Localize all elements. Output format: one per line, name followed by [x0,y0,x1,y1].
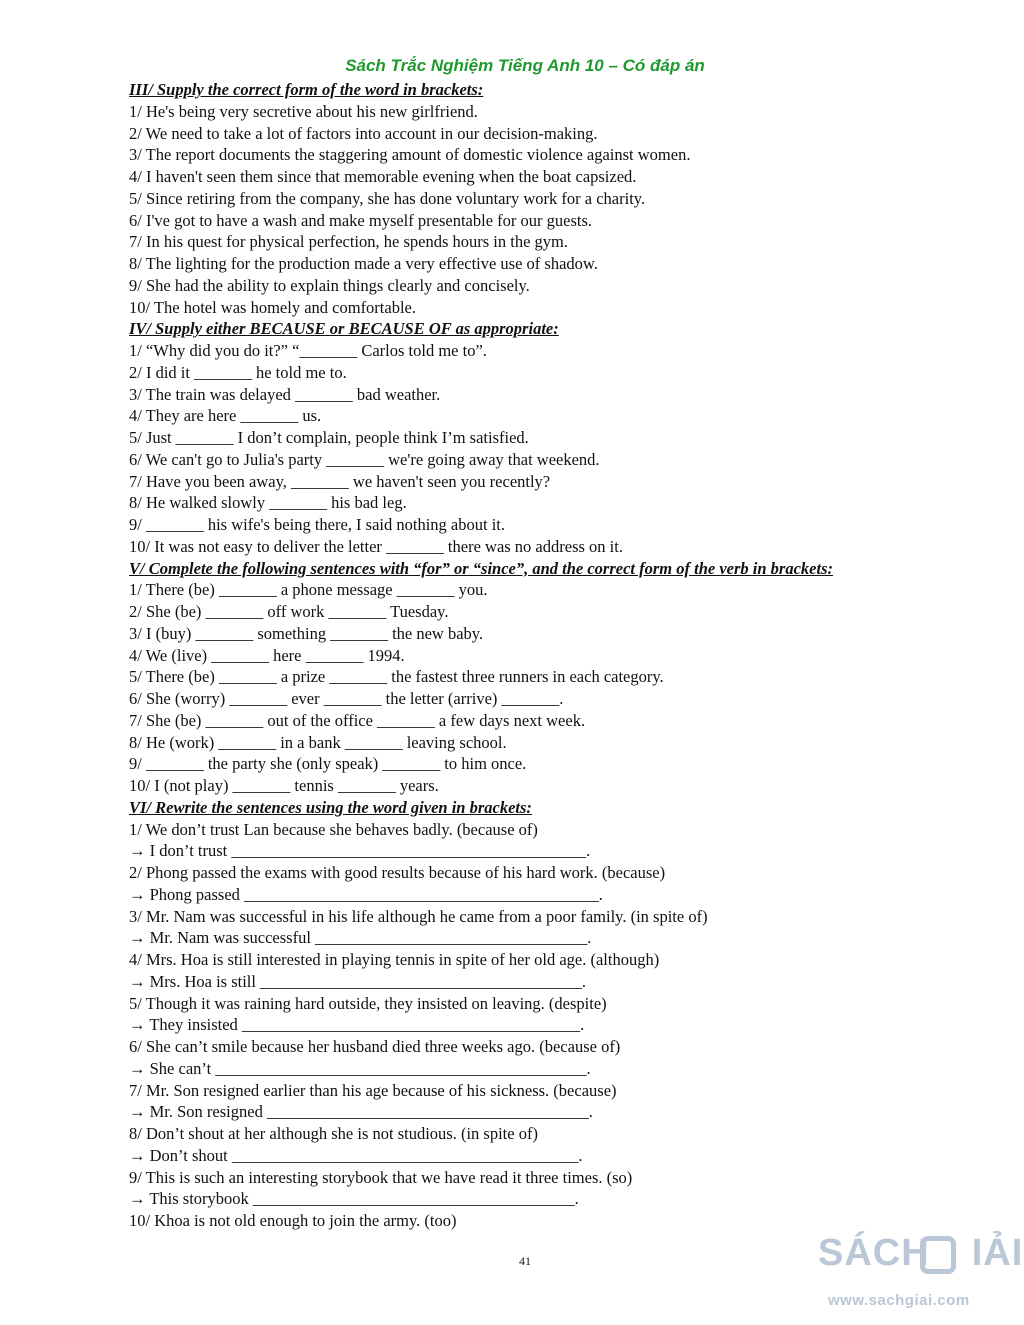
answer-line: → Mr. Son resigned _______________________________________. [129,1102,593,1122]
exercise-item: 7/ In his quest for physical perfection, he spends hours in the gym. [129,232,568,252]
exercise-item: 10/ Khoa is not old enough to join the army. (too) [129,1211,457,1230]
watermark-brand-right: IẢI [971,1232,1024,1274]
exercise-item: 1/ We don’t trust Lan because she behaves badly. (because of) [129,819,538,839]
exercise-item: 3/ The train was delayed _______ bad weather. [129,384,441,404]
exercise-item: 3/ The report documents the staggering amount of domestic violence against women. [129,145,691,165]
section3-list [129,101,924,319]
exercise-item: 3/ Mr. Nam was successful in his life although he came from a poor family. (in spite of) [129,906,708,926]
exercise-item: 7/ Have you been away, _______ we haven't seen you recently? [129,471,551,491]
exercise-item: 8/ Don’t shout at her although she is not studious. (in spite of) [129,1124,538,1143]
exercise-item: 4/ I haven't seen them since that memorable evening when the boat capsized. [129,167,637,186]
answer-line: → She can’t _____________________________________________. [129,1058,591,1078]
watermark-logo [818,1232,1024,1322]
worksheet-content [129,79,924,1232]
exercise-item: 5/ Just _______ I don’t complain, people think I’m satisfied. [129,428,529,447]
section4-list [129,340,924,558]
exercise-item: 5/ Though it was raining hard outside, they insisted on leaving. (despite) [129,993,607,1013]
exercise-item: 5/ Since retiring from the company, she has done voluntary work for a charity. [129,188,646,208]
exercise-item: 4/ Mrs. Hoa is still interested in playing tennis in spite of her old age. (although) [129,950,660,969]
section-heading: IV/ Supply either BECAUSE or BECAUSE OF as appropriate: [129,319,559,339]
section-heading: III/ Supply the correct form of the word in brackets: [129,80,484,99]
exercise-item: 8/ The lighting for the production made a very effective use of shadow. [129,254,598,273]
exercise-item: 6/ She (worry) _______ ever _______ the letter (arrive) _______. [129,689,564,708]
answer-line: → Mrs. Hoa is still _______________________________________. [129,971,586,991]
answer-line: → I don’t trust ___________________________________________. [129,841,591,861]
exercise-item: 4/ We (live) _______ here _______ 1994. [129,645,405,665]
exercise-item: 2/ She (be) _______ off work _______ Tuesday. [129,602,449,621]
page-title: Sách Trắc Nghiệm Tiếng Anh 10 – Có đáp án [345,56,705,75]
answer-line: → Don’t shout __________________________________________. [129,1145,583,1165]
exercise-item: 6/ She can’t smile because her husband died three weeks ago. (because of) [129,1037,621,1056]
exercise-item: 1/ He's being very secretive about his new girlfriend. [129,101,478,121]
exercise-item: 6/ I've got to have a wash and make myself presentable for our guests. [129,210,592,230]
exercise-item: 1/ There (be) _______ a phone message _______ you. [129,580,488,600]
exercise-item: 2/ I did it _______ he told me to. [129,362,347,382]
exercise-item: 9/ _______ the party she (only speak) _______ to him once. [129,754,527,774]
section-heading-block [129,558,924,580]
exercise-item: 9/ She had the ability to explain things clearly and concisely. [129,275,530,295]
section5-list [129,579,924,797]
exercise-item: 10/ It was not easy to deliver the letter _______ there was no address on it. [129,536,623,556]
exercise-item: 5/ There (be) _______ a prize _______ the fastest three runners in each category. [129,667,664,687]
section6-list [129,819,924,1232]
exercise-item: 2/ We need to take a lot of factors into account in our decision-making. [129,123,598,143]
exercise-item: 10/ The hotel was homely and comfortable. [129,297,416,317]
exercise-item: 7/ Mr. Son resigned earlier than his age because of his sickness. (because) [129,1080,617,1100]
page-number: 41 [519,1254,531,1268]
answer-line: → This storybook _______________________________________. [129,1189,579,1209]
exercise-item: 10/ I (not play) _______ tennis _______ years. [129,776,439,795]
exercise-item: 2/ Phong passed the exams with good results because of his hard work. (because) [129,863,666,882]
exercise-item: 4/ They are here _______ us. [129,406,322,426]
exercise-item: 6/ We can't go to Julia's party _______ we're going away that weekend. [129,449,600,469]
answer-line: → They insisted _________________________________________. [129,1015,585,1035]
answer-line: → Phong passed ___________________________________________. [129,884,603,904]
exercise-item: 8/ He (work) _______ in a bank _______ leaving school. [129,732,507,752]
exercise-item: 8/ He walked slowly _______ his bad leg. [129,493,407,513]
exercise-item: 1/ “Why did you do it?” “_______ Carlos told me to”. [129,341,487,360]
exercise-item: 3/ I (buy) _______ something _______ the new baby. [129,623,484,643]
exercise-item: 9/ _______ his wife's being there, I said nothing about it. [129,515,506,534]
section-heading: V/ Complete the following sentences with “for” or “since”, and the correct form of the verb in brackets: [129,558,833,578]
answer-line: → Mr. Nam was successful _________________________________. [129,928,592,948]
exercise-item: 7/ She (be) _______ out of the office _______ a few days next week. [129,710,586,730]
watermark-url: www.sachgiai.com [828,1292,970,1309]
exercise-item: 9/ This is such an interesting storybook that we have read it three times. (so) [129,1167,633,1187]
watermark-brand-left: SÁCH [818,1232,930,1274]
watermark-g-icon [920,1236,956,1274]
section-heading: VI/ Rewrite the sentences using the word given in brackets: [129,797,532,817]
